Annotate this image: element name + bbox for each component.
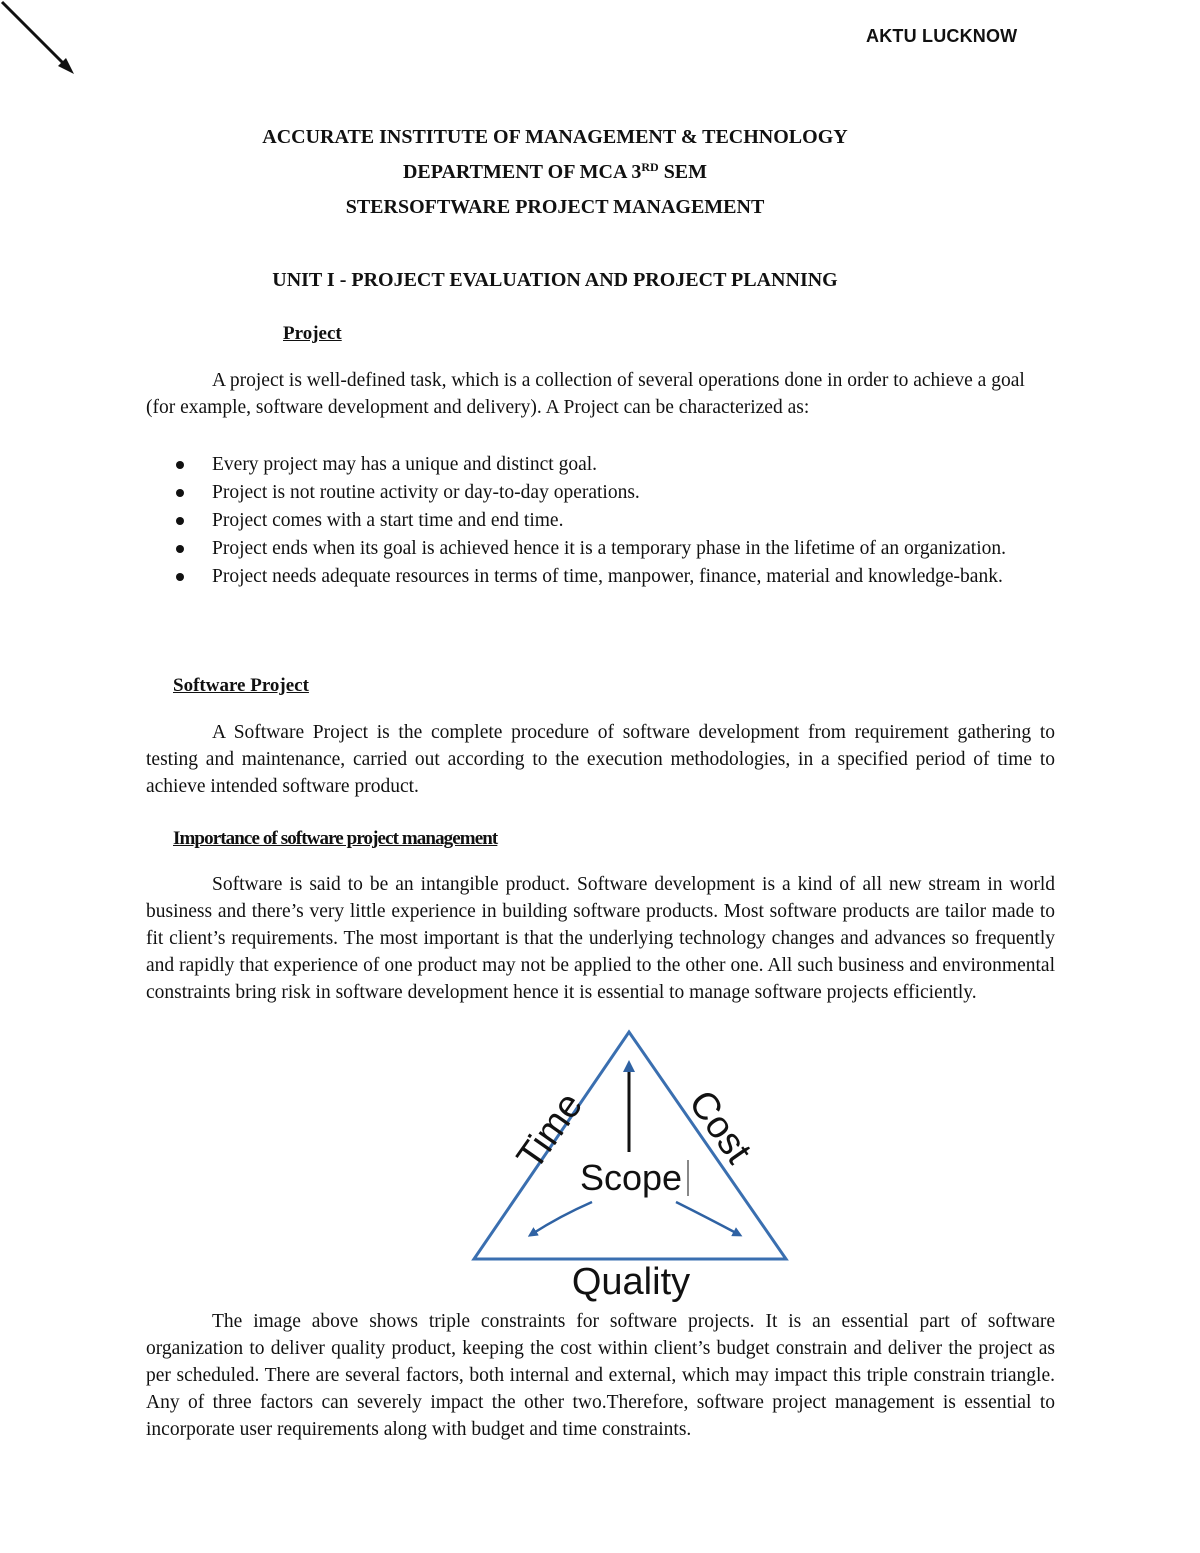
- bullet-icon: [176, 573, 184, 581]
- header-tag: AKTU LUCKNOW: [866, 26, 1018, 46]
- list-item: Project is not routine activity or day-to-day operations.: [146, 479, 1055, 506]
- unit-title: UNIT I - PROJECT EVALUATION AND PROJECT PLANNING: [272, 269, 838, 291]
- course-title: STERSOFTWARE PROJECT MANAGEMENT: [345, 196, 765, 218]
- corner-arrow-icon: [0, 0, 90, 90]
- software-project-heading: Software Project: [173, 675, 309, 696]
- bullet-icon: [176, 489, 184, 497]
- bullet-icon: [176, 545, 184, 553]
- list-item: Every project may has a unique and distinct goal.: [146, 451, 1055, 478]
- triple-constraint-diagram: [470, 1026, 800, 1308]
- institute-title: ACCURATE INSTITUTE OF MANAGEMENT & TECHNOLOGY: [262, 126, 848, 148]
- cost-label: Cost: [680, 1083, 760, 1172]
- arrow-left: [532, 1202, 592, 1234]
- software-project-body: A Software Project is the complete procedure of software development from requirement gathering to testing and maintenance, carried out according to the execution methodologies, in a specified period of time to achieve intended software product.: [146, 722, 1055, 797]
- list-item: Project ends when its goal is achieved hence it is a temporary phase in the lifetime of an organization.: [146, 535, 1055, 562]
- arrow-right: [676, 1202, 738, 1234]
- bullet-icon: [176, 461, 184, 469]
- list-item: Project comes with a start time and end time.: [146, 507, 1055, 534]
- project-heading: Project: [283, 323, 342, 344]
- list-item: Project needs adequate resources in terms of time, manpower, finance, material and knowledge-bank.: [146, 563, 1055, 590]
- project-intro: A project is well-defined task, which is a collection of several operations done in order to achieve a goal (for example, software development and delivery). A Project can be characterized as:: [146, 370, 1025, 418]
- bullet-icon: [176, 517, 184, 525]
- triangle-explanation-body: The image above shows triple constraints for software projects. It is an essential part of software organization to deliver quality product, keeping the cost within client’s budget constrain and deliver the project as per scheduled. There are several factors, both internal and external, which may impact this triple constrain triangle. Any of three factors can severely impact the other two.Therefore, software project management is essential to incorporate user requirements along with budget and time constraints.: [146, 1311, 1055, 1440]
- department-title: DEPARTMENT OF MCA 3RD SEM: [402, 160, 708, 183]
- importance-heading: Importance of software project management: [173, 828, 498, 849]
- importance-body: Software is said to be an intangible product. Software development is a kind of all new stream in world business and there’s very little experience in building software products. Most software products are tailor made to fit client’s requirements. The most important is that the underlying technology changes and advances so frequently and rapidly that experience of one product may not be applied to the other one. All such business and environmental constraints bring risk in software development hence it is essential to manage software projects efficiently.: [146, 874, 1055, 1003]
- time-label: Time: [509, 1085, 592, 1178]
- project-characteristics-list: [146, 451, 1055, 591]
- scope-label: Scope: [579, 1157, 683, 1198]
- quality-label: Quality: [571, 1261, 691, 1303]
